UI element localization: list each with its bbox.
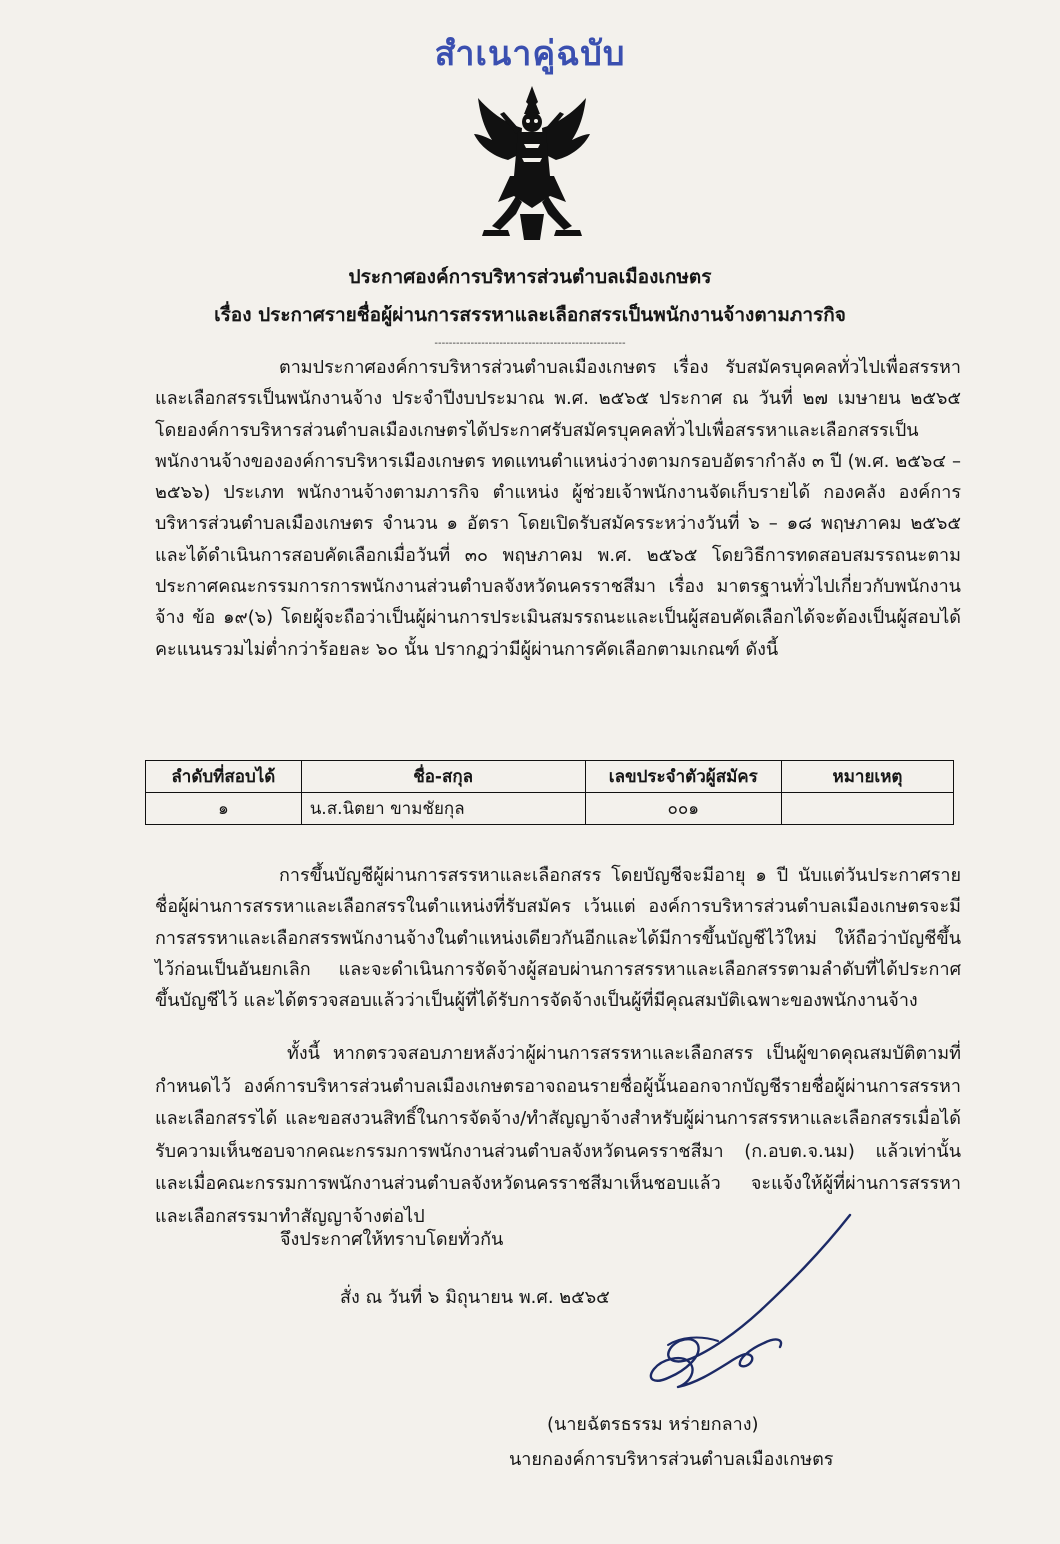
- header-rank: ลำดับที่สอบได้: [146, 761, 302, 793]
- signature-icon: [640, 1213, 866, 1393]
- copy-stamp: สำเนาคู่ฉบับ: [434, 34, 626, 74]
- signer-name: (นายฉัตรธรรม หร่ายกลาง): [547, 1414, 759, 1435]
- document-subject: เรื่อง ประกาศรายชื่อผู้ผ่านการสรรหาและเลือกสรรเป็นพนักงานจ้างตามภารกิจ: [214, 304, 846, 326]
- header-applicant-id: เลขประจำตัวผู้สมัคร: [585, 761, 781, 793]
- order-date: สั่ง ณ วันที่ ๖ มิถุนายน พ.ศ. ๒๕๖๕: [340, 1287, 610, 1308]
- header-remark: หมายเหตุ: [781, 761, 953, 793]
- table-header-row: [146, 761, 954, 793]
- results-table: [145, 760, 954, 825]
- header-name: ชื่อ-สกุล: [301, 761, 585, 793]
- body-paragraph-2: การขึ้นบัญชีผู้ผ่านการสรรหาและเลือกสรร โดยบัญชีจะมีอายุ ๑ ปี นับแต่วันประกาศรายชื่อผู้ผ่านการสรรหาและเลือกสรรในตำแหน่งที่รับสมัคร เว้นแต่ องค์การบริหารส่วนตำบลเมืองเกษตรจะมีการสรรหาและเลือกสรรพนักงานจ้างในตำแหน่งเดียวกันอีกและได้มีการขึ้นบัญชีไว้ใหม่ ให้ถือว่าบัญชีขึ้นไว้ก่อนเป็นอันยกเลิก และจะดำเนินการจัดจ้างผู้สอบผ่านการสรรหาและเลือกสรรตามลำดับที่ได้ประกาศขึ้นบัญชีไว้ และได้ตรวจสอบแล้วว่าเป็นผู้ที่ได้รับการจัดจ้างเป็นผู้ที่มีคุณสมบัติเฉพาะของพนักงานจ้าง: [155, 865, 961, 1012]
- closing-announcement: จึงประกาศให้ทราบโดยทั่วกัน: [280, 1229, 504, 1250]
- cell-remark: [781, 793, 953, 825]
- cell-applicant-id: ๐๐๑: [585, 793, 781, 825]
- table-row: [146, 793, 954, 825]
- document-title: ประกาศองค์การบริหารส่วนตำบลเมืองเกษตร: [348, 266, 712, 288]
- garuda-emblem-icon: [470, 84, 594, 244]
- body-paragraph-3: ทั้งนี้ หากตรวจสอบภายหลังว่าผู้ผ่านการสรรหาและเลือกสรร เป็นผู้ขาดคุณสมบัติตามที่กำหนดไว้ องค์การบริหารส่วนตำบลเมืองเกษตรอาจถอนรายชื่อผู้นั้นออกจากบัญชีรายชื่อผู้ผ่านการสรรหาและเลือกสรรได้ และขอสงวนสิทธิ์ในการจัดจ้าง/ทำสัญญาจ้างสำหรับผู้ผ่านการสรรหาและเลือกสรรเมื่อได้รับความเห็นชอบจากคณะกรรมการพนักงานส่วนตำบลจังหวัดนครราชสีมา (ก.อบต.จ.นม) แล้วเท่านั้น และเมื่อคณะกรรมการพนักงานส่วนตำบลจังหวัดนครราชสีมาเห็นชอบแล้ว จะแจ้งให้ผู้ที่ผ่านการสรรหาและเลือกสรรมาทำสัญญาจ้างต่อไป: [155, 1043, 961, 1227]
- separator-line: -----------------------------------------------------: [434, 338, 626, 349]
- signer-position: นายกองค์การบริหารส่วนตำบลเมืองเกษตร: [509, 1449, 834, 1470]
- body-paragraph-1: ตามประกาศองค์การบริหารส่วนตำบลเมืองเกษตร เรื่อง รับสมัครบุคคลทั่วไปเพื่อสรรหาและเลือกสรรเป็นพนักงานจ้าง ประจำปีงบประมาณ พ.ศ. ๒๕๖๕ ประกาศ ณ วันที่ ๒๗ เมษายน ๒๕๖๕ โดยองค์การบริหารส่วนตำบลเมืองเกษตรได้ประกาศรับสมัครบุคคลทั่วไปเพื่อสรรหาและเลือกสรรเป็นพนักงานจ้างขององค์การบริหารเมืองเกษตร ทดแทนตำแหน่งว่างตามกรอบอัตรากำลัง ๓ ปี (พ.ศ. ๒๕๖๔ – ๒๕๖๖) ประเภท พนักงานจ้างตามภารกิจ ตำแหน่ง ผู้ช่วยเจ้าพนักงานจัดเก็บรายได้ กองคลัง องค์การบริหารส่วนตำบลเมืองเกษตร จำนวน ๑ อัตรา โดยเปิดรับสมัครระหว่างวันที่ ๖ – ๑๘ พฤษภาคม ๒๕๖๕ และได้ดำเนินการสอบคัดเลือกเมื่อวันที่ ๓๐ พฤษภาคม พ.ศ. ๒๕๖๕ โดยวิธีการทดสอบสมรรถนะตามประกาศคณะกรรมการการพนักงานส่วนตำบลจังหวัดนครราชสีมา เรื่อง มาตรฐานทั่วไปเกี่ยวกับพนักงานจ้าง ข้อ ๑๙(๖) โดยผู้จะถือว่าเป็นผู้ผ่านการประเมินสมรรถนะและเป็นผู้สอบคัดเลือกได้จะต้องเป็นผู้สอบได้คะแนนรวมไม่ต่ำกว่าร้อยละ ๖๐ นั้น ปรากฏว่ามีผู้ผ่านการคัดเลือกตามเกณฑ์ ดังนี้: [155, 357, 961, 660]
- cell-name: น.ส.นิตยา ขามชัยกุล: [301, 793, 585, 825]
- cell-rank: ๑: [146, 793, 302, 825]
